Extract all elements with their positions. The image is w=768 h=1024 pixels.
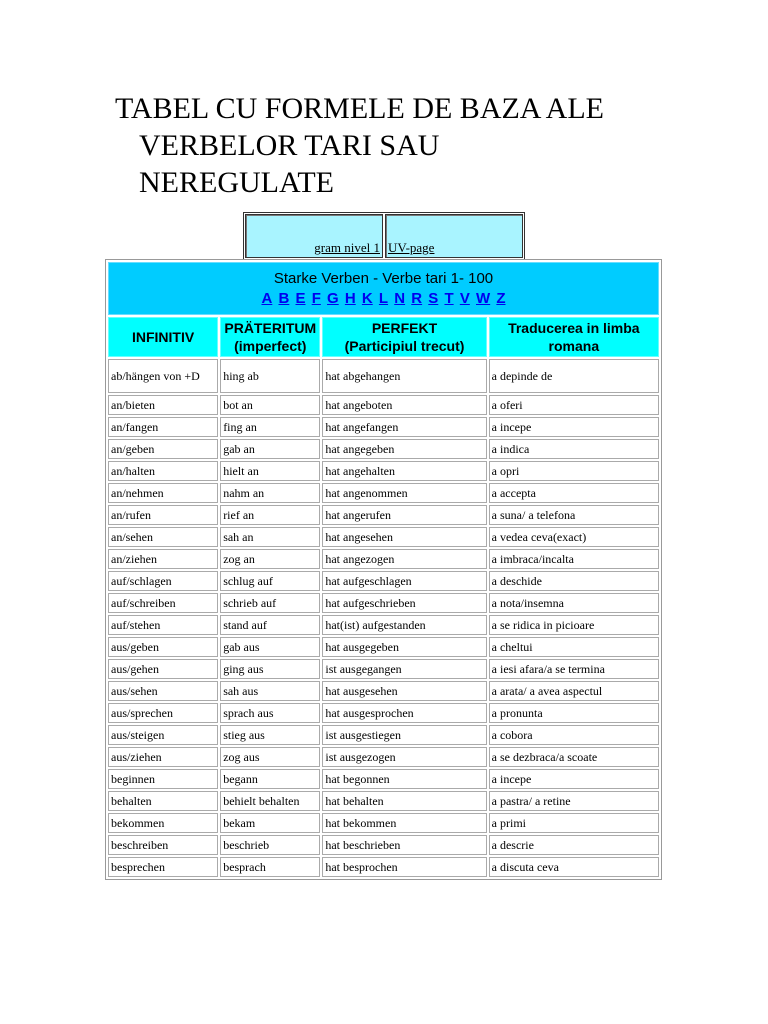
table-row — [108, 483, 659, 503]
infinitiv-cell: bekommen — [108, 813, 218, 833]
translation-cell: a nota/insemna — [489, 593, 659, 613]
table-heading: Starke Verben - Verbe tari 1- 100 — [273, 269, 494, 287]
perfekt-cell: hat angenommen — [322, 483, 486, 503]
perfekt-cell: hat begonnen — [322, 769, 486, 789]
infinitiv-cell: aus/ziehen — [108, 747, 218, 767]
prateritum-cell: hing ab — [220, 359, 320, 393]
table-row — [108, 769, 659, 789]
table-row — [108, 813, 659, 833]
letter-link-g[interactable]: G — [327, 289, 339, 307]
letter-link-f[interactable]: F — [311, 289, 321, 307]
prateritum-cell: beschrieb — [220, 835, 320, 855]
letter-link-t[interactable]: T — [444, 289, 454, 307]
nav-cell-gram — [245, 214, 383, 258]
infinitiv-cell: auf/schreiben — [108, 593, 218, 613]
infinitiv-cell: besprechen — [108, 857, 218, 877]
prateritum-cell: sprach aus — [220, 703, 320, 723]
translation-cell: a se dezbraca/a scoate — [489, 747, 659, 767]
infinitiv-cell: auf/stehen — [108, 615, 218, 635]
perfekt-cell: ist ausgegangen — [322, 659, 486, 679]
navigation-box — [243, 212, 525, 260]
letter-link-h[interactable]: H — [344, 289, 356, 307]
table-row — [108, 571, 659, 591]
title-line-3: NEREGULATE — [139, 166, 334, 199]
translation-cell: a indica — [489, 439, 659, 459]
letter-link-a[interactable]: A — [261, 289, 273, 307]
prateritum-cell: sah an — [220, 527, 320, 547]
document-title — [115, 90, 675, 201]
infinitiv-cell: an/nehmen — [108, 483, 218, 503]
prateritum-cell: bot an — [220, 395, 320, 415]
table-row — [108, 637, 659, 657]
prateritum-cell: nahm an — [220, 483, 320, 503]
perfekt-cell: hat beschrieben — [322, 835, 486, 855]
letter-link-w[interactable]: W — [476, 289, 491, 307]
translation-cell: a descrie — [489, 835, 659, 855]
prateritum-cell: schrieb auf — [220, 593, 320, 613]
infinitiv-cell: auf/schlagen — [108, 571, 218, 591]
infinitiv-cell: aus/sprechen — [108, 703, 218, 723]
header-perfekt — [322, 317, 486, 357]
infinitiv-cell: beginnen — [108, 769, 218, 789]
infinitiv-cell: an/ziehen — [108, 549, 218, 569]
header-perfekt-label: PERFEKT — [371, 320, 438, 336]
letter-link-s[interactable]: S — [428, 289, 439, 307]
letter-link-l[interactable]: L — [378, 289, 389, 307]
translation-cell: a vedea ceva(exact) — [489, 527, 659, 547]
letter-link-r[interactable]: R — [411, 289, 423, 307]
prateritum-cell: hielt an — [220, 461, 320, 481]
infinitiv-cell: an/halten — [108, 461, 218, 481]
translation-cell: a discuta ceva — [489, 857, 659, 877]
translation-cell: a cheltui — [489, 637, 659, 657]
table-row — [108, 359, 659, 393]
prateritum-cell: stand auf — [220, 615, 320, 635]
perfekt-cell: hat abgehangen — [322, 359, 486, 393]
letter-index — [109, 289, 658, 309]
perfekt-cell: hat ausgegeben — [322, 637, 486, 657]
infinitiv-cell: an/geben — [108, 439, 218, 459]
table-row — [108, 549, 659, 569]
infinitiv-cell: an/sehen — [108, 527, 218, 547]
table-row — [108, 615, 659, 635]
prateritum-cell: begann — [220, 769, 320, 789]
prateritum-cell: sah aus — [220, 681, 320, 701]
table-row — [108, 593, 659, 613]
prateritum-cell: ging aus — [220, 659, 320, 679]
perfekt-cell: hat angesehen — [322, 527, 486, 547]
letter-link-n[interactable]: N — [394, 289, 406, 307]
infinitiv-cell: behalten — [108, 791, 218, 811]
letter-link-z[interactable]: Z — [496, 289, 506, 307]
header-perfekt-sub: (Participiul trecut) — [344, 338, 465, 354]
table-row — [108, 461, 659, 481]
translation-cell: a iesi afara/a se termina — [489, 659, 659, 679]
title-line-1: TABEL CU FORMELE DE BAZA ALE — [115, 92, 604, 125]
perfekt-cell: ist ausgezogen — [322, 747, 486, 767]
translation-cell: a primi — [489, 813, 659, 833]
header-row — [108, 317, 659, 357]
perfekt-cell: hat ausgesehen — [322, 681, 486, 701]
infinitiv-cell: an/fangen — [108, 417, 218, 437]
table-row — [108, 857, 659, 877]
perfekt-cell: hat ausgesprochen — [322, 703, 486, 723]
table-row — [108, 527, 659, 547]
prateritum-cell: zog an — [220, 549, 320, 569]
infinitiv-cell: aus/steigen — [108, 725, 218, 745]
prateritum-cell: zog aus — [220, 747, 320, 767]
translation-cell: a incepe — [489, 417, 659, 437]
translation-cell: a se ridica in picioare — [489, 615, 659, 635]
header-infinitiv: INFINITIV — [108, 317, 218, 357]
translation-cell: a accepta — [489, 483, 659, 503]
uv-page-link[interactable]: UV-page — [388, 240, 435, 255]
prateritum-cell: besprach — [220, 857, 320, 877]
translation-cell: a imbraca/incalta — [489, 549, 659, 569]
verbs-table — [105, 259, 662, 880]
prateritum-cell: bekam — [220, 813, 320, 833]
infinitiv-cell: aus/geben — [108, 637, 218, 657]
table-row — [108, 681, 659, 701]
table-row — [108, 835, 659, 855]
table-row — [108, 703, 659, 723]
translation-cell: a pastra/ a retine — [489, 791, 659, 811]
perfekt-cell: hat angerufen — [322, 505, 486, 525]
title-line-2: VERBELOR TARI SAU — [139, 129, 440, 162]
translation-cell: a oferi — [489, 395, 659, 415]
table-row — [108, 395, 659, 415]
perfekt-cell: hat bekommen — [322, 813, 486, 833]
prateritum-cell: stieg aus — [220, 725, 320, 745]
prateritum-cell: gab an — [220, 439, 320, 459]
header-prateritum-label: PRÄTERITUM — [224, 320, 317, 336]
letter-link-k[interactable]: K — [361, 289, 373, 307]
translation-cell: a deschide — [489, 571, 659, 591]
translation-cell: a pronunta — [489, 703, 659, 723]
letter-link-e[interactable]: E — [295, 289, 306, 307]
perfekt-cell: hat(ist) aufgestanden — [322, 615, 486, 635]
header-prateritum — [220, 317, 320, 357]
translation-cell: a incepe — [489, 769, 659, 789]
table-row — [108, 439, 659, 459]
infinitiv-cell: ab/hängen von +D — [108, 359, 218, 393]
table-row — [108, 747, 659, 767]
header-traducerea: Traducerea in limba romana — [489, 317, 659, 357]
prateritum-cell: schlug auf — [220, 571, 320, 591]
translation-cell: a arata/ a avea aspectul — [489, 681, 659, 701]
table-row — [108, 417, 659, 437]
table-banner-row — [108, 262, 659, 315]
letter-link-b[interactable]: B — [278, 289, 290, 307]
prateritum-cell: gab aus — [220, 637, 320, 657]
infinitiv-cell: an/bieten — [108, 395, 218, 415]
translation-cell: a depinde de — [489, 359, 659, 393]
prateritum-cell: rief an — [220, 505, 320, 525]
infinitiv-cell: aus/sehen — [108, 681, 218, 701]
infinitiv-cell: aus/gehen — [108, 659, 218, 679]
prateritum-cell: behielt behalten — [220, 791, 320, 811]
perfekt-cell: hat aufgeschrieben — [322, 593, 486, 613]
table-row — [108, 659, 659, 679]
nav-cell-uv — [385, 214, 523, 258]
perfekt-cell: ist ausgestiegen — [322, 725, 486, 745]
perfekt-cell: hat angezogen — [322, 549, 486, 569]
prateritum-cell: fing an — [220, 417, 320, 437]
gram-nivel-link[interactable]: gram nivel 1 — [314, 240, 380, 255]
translation-cell: a opri — [489, 461, 659, 481]
table-row — [108, 505, 659, 525]
header-prateritum-sub: (imperfect) — [234, 338, 307, 354]
table-row — [108, 791, 659, 811]
table-row — [108, 725, 659, 745]
perfekt-cell: hat aufgeschlagen — [322, 571, 486, 591]
table-banner — [108, 262, 659, 315]
letter-link-v[interactable]: V — [459, 289, 470, 307]
translation-cell: a cobora — [489, 725, 659, 745]
infinitiv-cell: an/rufen — [108, 505, 218, 525]
perfekt-cell: hat angegeben — [322, 439, 486, 459]
perfekt-cell: hat behalten — [322, 791, 486, 811]
perfekt-cell: hat angeboten — [322, 395, 486, 415]
perfekt-cell: hat angefangen — [322, 417, 486, 437]
infinitiv-cell: beschreiben — [108, 835, 218, 855]
translation-cell: a suna/ a telefona — [489, 505, 659, 525]
perfekt-cell: hat angehalten — [322, 461, 486, 481]
perfekt-cell: hat besprochen — [322, 857, 486, 877]
